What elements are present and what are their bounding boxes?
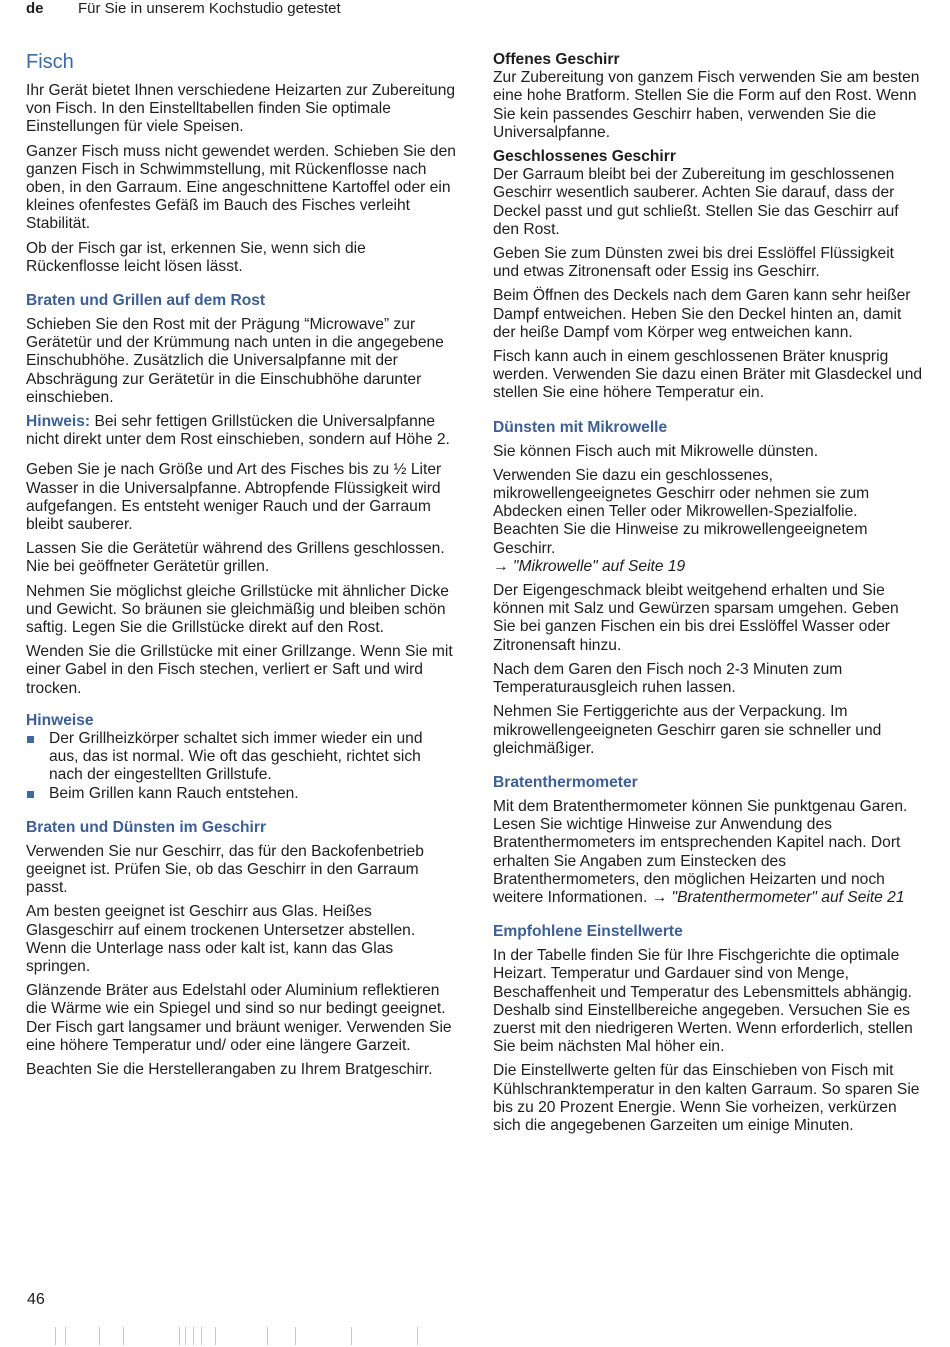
paragraph: In der Tabelle finden Sie für Ihre Fischgerichte die optimale Heizart. Temperatur und Gardauer sind von Menge, Beschaffenheit und Temperatur des Lebensmittels abhängig. Deshalb sind Einstellbereiche angegeben. Versuchen Sie es zuerst mit den niedrigeren Werten. Wenn erforderlich, stellen Sie beim nächsten Mal höher ein. [493, 947, 913, 1056]
paragraph: Nehmen Sie Fertiggerichte aus der Verpackung. Im mikrowellengeeigneten Geschirr garen sie schneller und gleichmäßiger. [493, 703, 882, 757]
paragraph: Glänzende Bräter aus Edelstahl oder Aluminium reflektieren die Wärme wie ein Spiegel und sind so nur bedingt geeignet. Der Fisch gart langsamer und bräunt weniger. Verwenden Sie eine höhere Temperatur und/ oder eine längere Garzeit. [26, 982, 452, 1054]
paragraph: Nach dem Garen den Fisch noch 2-3 Minuten zum Temperaturausgleich ruhen lassen. [493, 660, 843, 697]
paragraph: Der Garraum bleibt bei der Zubereitung im geschlossenen Geschirr wesentlich sauberer. Achten Sie darauf, dass der Deckel passt und gut schließt. Stellen Sie das Geschirr auf den Rost. [493, 166, 899, 238]
paragraph: Beim Öffnen des Deckels nach dem Garen kann sehr heißer Dampf entweichen. Heben Sie den Deckel hinten an, damit der heiße Dampf vom Körper weg entweichen kann. [493, 287, 911, 341]
paragraph: Beachten Sie die Herstellerangaben zu Ihrem Bratgeschirr. [26, 1060, 433, 1078]
arrow-right-icon: → [493, 557, 509, 575]
right-column [493, 51, 923, 1141]
note-text: Bei sehr fettigen Grillstücken die Universalpfanne nicht direkt unter dem Rost einschieben, sondern auf Höhe 2. [26, 413, 450, 449]
chapter-title: Für Sie in unserem Kochstudio getestet [78, 0, 341, 17]
paragraph: Mit dem Bratenthermometer können Sie punktgenau Garen. Lesen Sie wichtige Hinweise zur Anwendung des Bratenthermometers im entsprechenden Kapitel nach. Dort erhalten Sie Angaben zum Einstecken des Bratenthermometers, den möglichen Heizarten und noch weitere Informationen. → "Bratenthermometer" auf Seite 21 [493, 797, 908, 906]
reference-link[interactable]: "Mikrowelle" auf Seite 19 [508, 557, 686, 575]
subheading-bratenthermometer: Bratenthermometer [493, 773, 638, 791]
section-title: Fisch [26, 51, 74, 73]
arrow-right-icon: → [651, 888, 668, 906]
subheading-braten-rost: Braten und Grillen auf dem Rost [26, 292, 266, 310]
subheading-empfohlene-einstellwerte: Empfohlene Einstellwerte [493, 923, 683, 941]
paragraph: Geben Sie je nach Größe und Art des Fisches bis zu ½ Liter Wasser in die Universalpfanne. Abtropfende Flüssigkeit wird aufgefangen. Es entsteht weniger Rauch und der Garraum bleibt sauberer. [26, 461, 442, 534]
cross-reference-mikrowelle[interactable] [493, 558, 923, 576]
paragraph: Geben Sie zum Dünsten zwei bis drei Esslöffel Flüssigkeit und etwas Zitronensaft oder Essig ins Geschirr. [493, 245, 894, 281]
note [26, 413, 456, 449]
paragraph: Lassen Sie die Gerätetür während des Grillens geschlossen. Nie bei geöffneter Gerätetür grillen. [26, 540, 445, 576]
paragraph: Die Einstellwerte gelten für das Einschieben von Fisch mit Kühlschranktemperatur in den kalten Garraum. So sparen Sie bis zu 20 Prozent Energie. Wenn Sie vorheizen, verkürzen sich die angegebenen Garzeiten um einige Minuten. [493, 1062, 920, 1134]
left-column [26, 48, 456, 1085]
note-label: Hinweis: [26, 413, 91, 431]
page-header [26, 0, 926, 18]
hinweise-heading: Hinweise [26, 711, 94, 729]
reference-link[interactable]: "Bratenthermometer" auf Seite 21 [667, 888, 905, 906]
bullet-square-icon [27, 736, 34, 743]
paragraph: Sie können Fisch auch mit Mikrowelle dünsten. [493, 442, 819, 460]
paragraph: Am besten geeignet ist Geschirr aus Glas. Heißes Glasgeschirr auf einem trockenen Untersetzer abstellen. Wenn die Unterlage nass oder kalt ist, kann das Glas springen. [26, 903, 416, 975]
paragraph: Ob der Fisch gar ist, erkennen Sie, wenn sich die Rückenflosse leicht lösen lässt. [26, 239, 366, 275]
subheading-geschlossenes-geschirr: Geschlossenes Geschirr [493, 148, 676, 166]
paragraph: Zur Zubereitung von ganzem Fisch verwenden Sie am besten eine hohe Bratform. Stellen Sie die Form auf den Rost. Wenn Sie kein passendes Geschirr haben, verwenden Sie die Universalpfanne. [493, 69, 920, 141]
paragraph: Nehmen Sie möglichst gleiche Grillstücke mit ähnlicher Dicke und Gewicht. So bräunen sie gleichmäßig und bleiben schön saftig. Legen Sie die Grillstücke direkt auf den Rost. [26, 582, 449, 637]
subheading-braten-geschirr: Braten und Dünsten im Geschirr [26, 818, 267, 836]
paragraph: Verwenden Sie dazu ein geschlossenes, mikrowellengeeignetes Geschirr oder nehmen sie zum Abdecken einen Teller oder Mikrowellen-Spezialfolie. Beachten Sie die Hinweise zu mikrowellengeeignetem Geschirr. [493, 466, 870, 557]
language-code: de [26, 0, 44, 17]
paragraph: Wenden Sie die Grillstücke mit einer Grillzange. Wenn Sie mit einer Gabel in den Fisch stechen, verliert er Saft und wird trocken. [26, 643, 453, 697]
subheading-offenes-geschirr: Offenes Geschirr [493, 51, 620, 68]
hinweise-list [26, 730, 456, 803]
paragraph: Fisch kann auch in einem geschlossenen Bräter knusprig werden. Verwenden Sie dazu einen Bräter mit Glasdeckel und stellen Sie eine höhere Temperatur ein. [493, 348, 923, 402]
paragraph: Ihr Gerät bietet Ihnen verschiedene Heizarten zur Zubereitung von Fisch. In den Einstelltabellen finden Sie optimale Einstellungen für viele Speisen. [26, 82, 456, 136]
bullet-square-icon [27, 791, 34, 798]
paragraph: Verwenden Sie nur Geschirr, das für den Backofenbetrieb geeignet ist. Prüfen Sie, ob das Geschirr in den Garraum passt. [26, 842, 424, 897]
page-number: 46 [27, 1291, 45, 1308]
footer-marks-decoration [55, 1327, 435, 1345]
paragraph: Der Eigengeschmack bleibt weitgehend erhalten und Sie können mit Salz und Gewürzen sparsam umgehen. Geben Sie bei ganzen Fischen ein bis drei Esslöffel Wasser oder Zitronensaft hinzu. [493, 582, 899, 654]
list-item: Der Grillheizkörper schaltet sich immer wieder ein und aus, das ist normal. Wie oft das geschieht, richtet sich nach der eingestellten Grillstufe. [26, 730, 456, 785]
subheading-mikrowelle: Dünsten mit Mikrowelle [493, 418, 668, 436]
paragraph: Schieben Sie den Rost mit der Prägung “Microwave” zur Gerätetür und der Krümmung nach unten in die angegebene Einschubhöhe. Zusätzlich die Universalpfanne mit der Abschrägung zur Gerätetür in die Einschubhöhe darunter einschieben. [26, 316, 444, 406]
paragraph: Ganzer Fisch muss nicht gewendet werden. Schieben Sie den ganzen Fisch in Schwimmstellung, mit Rückenflosse nach oben, in den Garraum. Eine angeschnittene Kartoffel oder ein kleines ofenfestes Gefäß im Bauch des Fisches verleiht Stabilität. [26, 142, 456, 233]
list-item: Beim Grillen kann Rauch entstehen. [26, 785, 456, 803]
